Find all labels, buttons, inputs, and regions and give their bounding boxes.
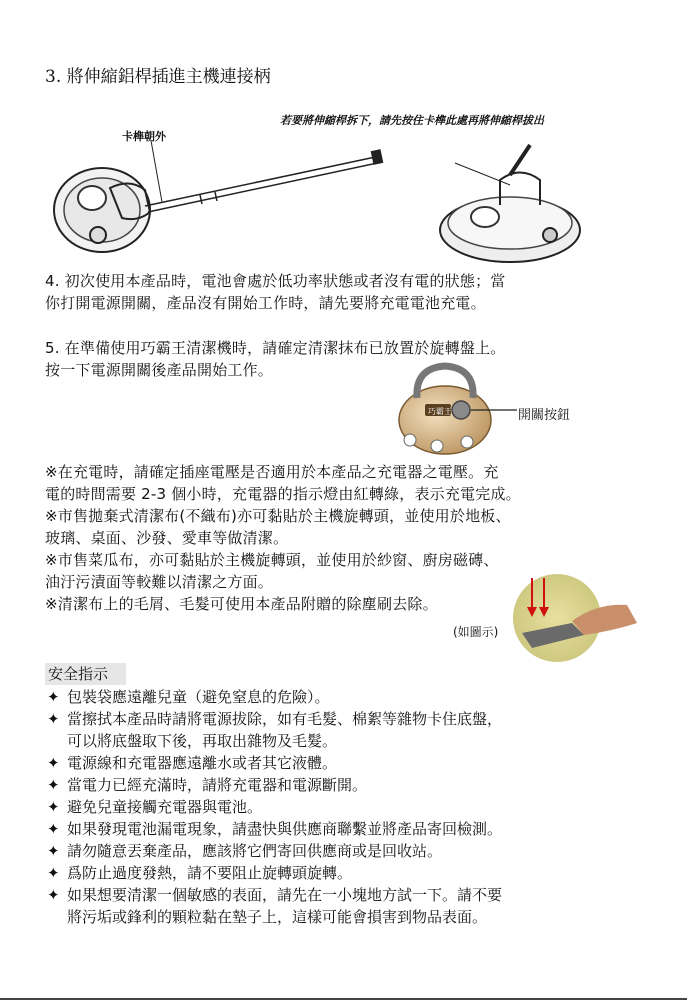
switch-button-label: 開關按鈕 <box>518 408 571 423</box>
note-line-6: 油汙污漬面等較難以清潔之方面。 <box>45 573 274 591</box>
safety-item <box>45 796 502 818</box>
safety-item <box>45 818 502 840</box>
detach-illustration <box>430 135 590 265</box>
safety-item-text: 電源線和充電器應遠離水或者其它液體。 <box>67 754 338 772</box>
note-line-2: 電的時間需要 2-3 個小時，充電器的指示燈由紅轉綠，表示充電完成。 <box>45 485 521 503</box>
bullet-icon: ✦ <box>47 776 60 794</box>
bullet-icon: ✦ <box>47 688 60 706</box>
bullet-icon: ✦ <box>47 886 60 904</box>
bullet-icon: ✦ <box>47 820 60 838</box>
bullet-icon: ✦ <box>47 754 60 772</box>
safety-item <box>45 708 502 752</box>
safety-title: 安全指示 <box>45 663 126 685</box>
section-5-line-1: 5. 在準備使用巧霸王清潔機時，請確定清潔抹布已放置於旋轉盤上。 <box>45 339 506 357</box>
section-5-line-2: 按一下電源開關後產品開始工作。 <box>45 361 274 379</box>
bullet-icon: ✦ <box>47 842 60 860</box>
safety-item-text: 當電力已經充滿時，請將充電器和電源斷開。 <box>67 776 368 794</box>
safety-item-text: 避免兒童接觸充電器與電池。 <box>67 798 263 816</box>
bullet-icon: ✦ <box>47 864 60 882</box>
safety-item-text: 請勿隨意丟棄產品，應該將它們寄回供應商或是回收站。 <box>67 842 443 860</box>
section-4-line-1: 4. 初次使用本產品時，電池會處於低功率狀態或者沒有電的狀態；當 <box>45 272 506 290</box>
bullet-icon: ✦ <box>47 798 60 816</box>
notes-block <box>45 461 521 615</box>
device-logo: 巧霸王 <box>428 407 452 416</box>
safety-item <box>45 686 502 708</box>
detach-note: 若要將伸縮桿拆下，請先按住卡榫此處再將伸縮桿拔出 <box>280 114 544 127</box>
safety-item <box>45 884 502 928</box>
safety-item <box>45 774 502 796</box>
safety-item-text: 當擦拭本產品時請將電源拔除，如有毛髮、棉絮等雜物卡住底盤， <box>67 710 503 728</box>
clip-label: 卡榫朝外 <box>122 130 166 143</box>
power-switch-icon <box>452 401 470 419</box>
note-line-7: ※清潔布上的毛屑、毛髮可使用本產品附贈的除塵刷去除。 <box>45 595 438 613</box>
note-line-1: ※在充電時，請確定插座電壓是否適用於本產品之充電器之電壓。充 <box>45 463 499 481</box>
safety-item-text: 包裝袋應遠離兒童（避免窒息的危險）。 <box>67 688 330 706</box>
section-4-line-2: 你打開電源開關，產品沒有開始工作時，請先要將充電電池充電。 <box>45 294 486 312</box>
section-3-title: 3. 將伸縮鋁桿插進主機連接柄 <box>45 67 271 87</box>
safety-list <box>45 686 502 928</box>
safety-item-text: 如果發現電池漏電現象，請盡快與供應商聯繫並將產品寄回檢測。 <box>67 820 503 838</box>
safety-item <box>45 840 502 862</box>
note-line-3: ※市售拋棄式清潔布(不織布)亦可黏貼於主機旋轉頭，並使用於地板、 <box>45 507 511 525</box>
figure-caption: (如圖示) <box>453 625 499 639</box>
safety-item <box>45 862 502 884</box>
note-line-4: 玻璃、桌面、沙發、愛車等做清潔。 <box>45 529 289 547</box>
safety-item-text-cont: 將污垢或鋒利的顆粒黏在墊子上，這樣可能會損害到物品表面。 <box>67 908 488 926</box>
safety-item-text-cont: 可以將底盤取下後，再取出雜物及毛髮。 <box>67 732 338 750</box>
brush-photo-illustration <box>512 573 642 663</box>
pole-insert-illustration <box>50 140 390 260</box>
device-switch-illustration <box>395 358 525 458</box>
note-line-5: ※市售菜瓜布，亦可黏貼於主機旋轉頭，並使用於紗窗、廚房磁磚、 <box>45 551 499 569</box>
safety-item-text: 爲防止過度發熱，請不要阻止旋轉頭旋轉。 <box>67 864 353 882</box>
safety-item-text: 如果想要清潔一個敏感的表面，請先在一小塊地方試一下。請不要 <box>67 886 503 904</box>
bullet-icon: ✦ <box>47 710 60 728</box>
safety-item <box>45 752 502 774</box>
